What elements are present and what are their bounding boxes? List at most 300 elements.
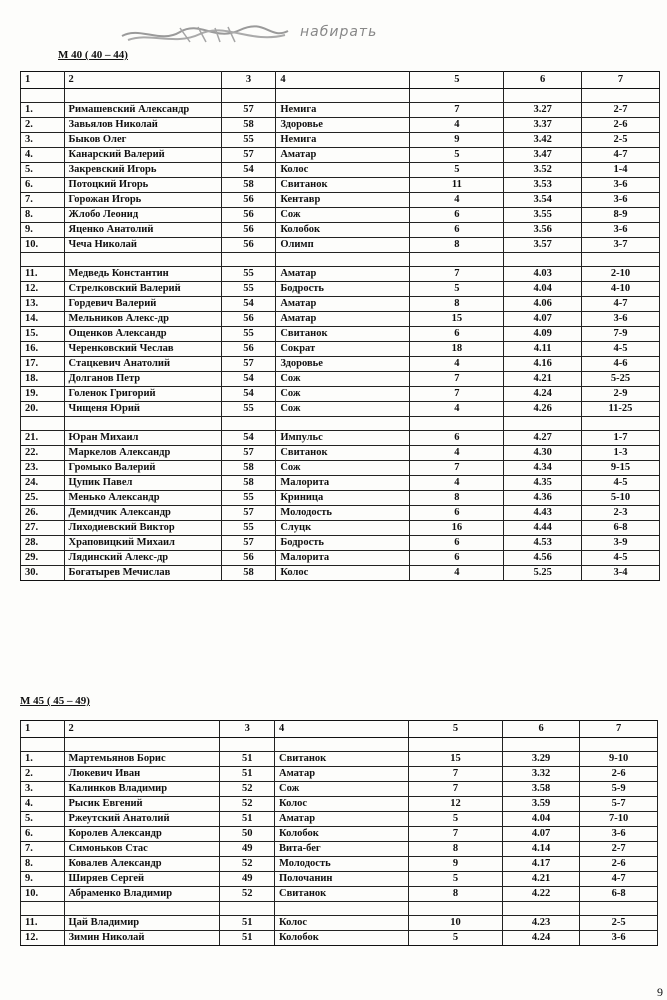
empty-cell bbox=[581, 417, 659, 431]
table-row bbox=[21, 193, 660, 208]
athlete-name: Стацкевич Анатолий bbox=[64, 357, 221, 372]
bib-number: 4 bbox=[410, 193, 504, 208]
table-row bbox=[21, 238, 660, 253]
place-range: 3-6 bbox=[581, 193, 659, 208]
empty-cell bbox=[580, 738, 658, 752]
place-range: 4-6 bbox=[581, 357, 659, 372]
result-time: 4.21 bbox=[504, 372, 582, 387]
table-row bbox=[21, 148, 660, 163]
bib-number: 8 bbox=[410, 238, 504, 253]
column-header: 2 bbox=[64, 721, 220, 738]
result-time: 4.34 bbox=[504, 461, 582, 476]
athlete-name: Чищеня Юрий bbox=[64, 402, 221, 417]
bib-number: 4 bbox=[410, 118, 504, 133]
birth-year: 49 bbox=[220, 842, 275, 857]
birth-year: 54 bbox=[221, 431, 276, 446]
row-number: 7. bbox=[21, 842, 65, 857]
bib-number: 5 bbox=[409, 872, 503, 887]
place-range: 11-25 bbox=[581, 402, 659, 417]
athlete-name: Абраменко Владимир bbox=[64, 887, 220, 902]
result-time: 4.04 bbox=[502, 812, 580, 827]
table-row bbox=[21, 551, 660, 566]
birth-year: 56 bbox=[221, 551, 276, 566]
table-row bbox=[21, 931, 658, 946]
row-number: 12. bbox=[21, 282, 65, 297]
athlete-name: Потоцкий Игорь bbox=[64, 178, 221, 193]
row-number: 9. bbox=[21, 223, 65, 238]
table-row bbox=[21, 163, 660, 178]
bib-number: 8 bbox=[409, 842, 503, 857]
result-time: 4.06 bbox=[504, 297, 582, 312]
empty-cell bbox=[220, 738, 275, 752]
empty-cell bbox=[221, 253, 276, 267]
place-range: 1-7 bbox=[581, 431, 659, 446]
section2-caption: М 45 ( 45 – 49) bbox=[20, 695, 90, 707]
athlete-name: Ржеутский Анатолий bbox=[64, 812, 220, 827]
place-range: 9-10 bbox=[580, 752, 658, 767]
table-row bbox=[21, 461, 660, 476]
athlete-name: Богатырев Мечислав bbox=[64, 566, 221, 581]
place-range: 4-5 bbox=[581, 551, 659, 566]
result-time: 4.53 bbox=[504, 536, 582, 551]
birth-year: 51 bbox=[220, 812, 275, 827]
table-row bbox=[21, 312, 660, 327]
bib-number: 7 bbox=[410, 387, 504, 402]
row-number: 24. bbox=[21, 476, 65, 491]
empty-cell bbox=[410, 89, 504, 103]
empty-cell bbox=[276, 89, 410, 103]
row-number: 26. bbox=[21, 506, 65, 521]
place-range: 6-8 bbox=[580, 887, 658, 902]
section1-results-table bbox=[20, 71, 660, 581]
empty-cell bbox=[21, 738, 65, 752]
club-name: Здоровье bbox=[276, 357, 410, 372]
bib-number: 6 bbox=[410, 551, 504, 566]
header-row bbox=[21, 72, 660, 89]
place-range: 2-10 bbox=[581, 267, 659, 282]
table-row bbox=[21, 491, 660, 506]
place-range: 4-7 bbox=[581, 297, 659, 312]
row-number: 9. bbox=[21, 872, 65, 887]
row-number: 23. bbox=[21, 461, 65, 476]
bib-number: 15 bbox=[410, 312, 504, 327]
result-time: 3.42 bbox=[504, 133, 582, 148]
birth-year: 57 bbox=[221, 536, 276, 551]
bib-number: 6 bbox=[410, 431, 504, 446]
empty-cell bbox=[64, 417, 221, 431]
athlete-name: Демидчик Александр bbox=[64, 506, 221, 521]
bib-number: 6 bbox=[410, 327, 504, 342]
birth-year: 58 bbox=[221, 566, 276, 581]
place-range: 9-15 bbox=[581, 461, 659, 476]
birth-year: 58 bbox=[221, 118, 276, 133]
athlete-name: Завьялов Николай bbox=[64, 118, 221, 133]
birth-year: 52 bbox=[220, 782, 275, 797]
birth-year: 56 bbox=[221, 238, 276, 253]
athlete-name: Ощенков Александр bbox=[64, 327, 221, 342]
athlete-name: Канарский Валерий bbox=[64, 148, 221, 163]
birth-year: 55 bbox=[221, 133, 276, 148]
place-range: 6-8 bbox=[581, 521, 659, 536]
result-time: 4.16 bbox=[504, 357, 582, 372]
empty-cell bbox=[581, 253, 659, 267]
row-number: 5. bbox=[21, 163, 65, 178]
place-range: 2-5 bbox=[580, 916, 658, 931]
bib-number: 9 bbox=[409, 857, 503, 872]
result-time: 4.17 bbox=[502, 857, 580, 872]
birth-year: 55 bbox=[221, 521, 276, 536]
club-name: Колос bbox=[275, 916, 409, 931]
birth-year: 51 bbox=[220, 752, 275, 767]
place-range: 5-10 bbox=[581, 491, 659, 506]
bib-number: 16 bbox=[410, 521, 504, 536]
club-name: Аматар bbox=[276, 148, 410, 163]
row-number: 7. bbox=[21, 193, 65, 208]
place-range: 2-6 bbox=[580, 857, 658, 872]
birth-year: 55 bbox=[221, 402, 276, 417]
athlete-name: Симоньков Стас bbox=[64, 842, 220, 857]
empty-cell bbox=[276, 417, 410, 431]
row-number: 4. bbox=[21, 797, 65, 812]
result-time: 3.52 bbox=[504, 163, 582, 178]
club-name: Слуцк bbox=[276, 521, 410, 536]
row-number: 28. bbox=[21, 536, 65, 551]
separator-row bbox=[21, 417, 660, 431]
row-number: 21. bbox=[21, 431, 65, 446]
table-row bbox=[21, 887, 658, 902]
row-number: 18. bbox=[21, 372, 65, 387]
bib-number: 7 bbox=[409, 782, 503, 797]
club-name: Сож bbox=[275, 782, 409, 797]
birth-year: 52 bbox=[220, 797, 275, 812]
birth-year: 57 bbox=[221, 357, 276, 372]
birth-year: 57 bbox=[221, 506, 276, 521]
result-time: 4.21 bbox=[502, 872, 580, 887]
result-time: 4.22 bbox=[502, 887, 580, 902]
athlete-name: Черенковский Чеслав bbox=[64, 342, 221, 357]
table-row bbox=[21, 536, 660, 551]
separator-row bbox=[21, 89, 660, 103]
row-number: 11. bbox=[21, 267, 65, 282]
place-range: 4-7 bbox=[580, 872, 658, 887]
row-number: 3. bbox=[21, 133, 65, 148]
empty-cell bbox=[275, 738, 409, 752]
table-row bbox=[21, 297, 660, 312]
bib-number: 8 bbox=[410, 491, 504, 506]
bib-number: 7 bbox=[410, 461, 504, 476]
birth-year: 58 bbox=[221, 476, 276, 491]
club-name: Полочанин bbox=[275, 872, 409, 887]
place-range: 4-5 bbox=[581, 342, 659, 357]
birth-year: 55 bbox=[221, 282, 276, 297]
table-row bbox=[21, 387, 660, 402]
result-time: 3.59 bbox=[502, 797, 580, 812]
row-number: 30. bbox=[21, 566, 65, 581]
table-row bbox=[21, 476, 660, 491]
crossed-out-scribble bbox=[120, 22, 290, 48]
club-name: Импульс bbox=[276, 431, 410, 446]
club-name: Аматар bbox=[276, 312, 410, 327]
bib-number: 8 bbox=[409, 887, 503, 902]
club-name: Колобок bbox=[275, 827, 409, 842]
place-range: 3-6 bbox=[580, 827, 658, 842]
athlete-name: Менько Александр bbox=[64, 491, 221, 506]
column-header: 3 bbox=[220, 721, 275, 738]
place-range: 4-5 bbox=[581, 476, 659, 491]
athlete-name: Ковалев Александр bbox=[64, 857, 220, 872]
table-row bbox=[21, 782, 658, 797]
bib-number: 4 bbox=[410, 357, 504, 372]
club-name: Свитанок bbox=[276, 327, 410, 342]
empty-cell bbox=[64, 738, 220, 752]
athlete-name: Мельников Алекс-др bbox=[64, 312, 221, 327]
club-name: Свитанок bbox=[275, 752, 409, 767]
birth-year: 50 bbox=[220, 827, 275, 842]
place-range: 5-25 bbox=[581, 372, 659, 387]
result-time: 4.27 bbox=[504, 431, 582, 446]
table-row bbox=[21, 118, 660, 133]
result-time: 3.27 bbox=[504, 103, 582, 118]
bib-number: 6 bbox=[410, 536, 504, 551]
birth-year: 56 bbox=[221, 312, 276, 327]
empty-cell bbox=[580, 902, 658, 916]
separator-row bbox=[21, 738, 658, 752]
bib-number: 7 bbox=[410, 267, 504, 282]
table-row bbox=[21, 133, 660, 148]
row-number: 3. bbox=[21, 782, 65, 797]
bib-number: 7 bbox=[410, 103, 504, 118]
table-row bbox=[21, 402, 660, 417]
result-time: 4.09 bbox=[504, 327, 582, 342]
row-number: 2. bbox=[21, 767, 65, 782]
birth-year: 54 bbox=[221, 163, 276, 178]
club-name: Сократ bbox=[276, 342, 410, 357]
birth-year: 58 bbox=[221, 461, 276, 476]
club-name: Молодость bbox=[275, 857, 409, 872]
bib-number: 5 bbox=[409, 812, 503, 827]
column-header: 6 bbox=[504, 72, 582, 89]
birth-year: 51 bbox=[220, 767, 275, 782]
club-name: Свитанок bbox=[275, 887, 409, 902]
empty-cell bbox=[275, 902, 409, 916]
place-range: 7-10 bbox=[580, 812, 658, 827]
result-time: 4.23 bbox=[502, 916, 580, 931]
club-name: Колобок bbox=[275, 931, 409, 946]
column-header: 1 bbox=[21, 72, 65, 89]
result-time: 3.56 bbox=[504, 223, 582, 238]
athlete-name: Стрелковский Валерий bbox=[64, 282, 221, 297]
birth-year: 54 bbox=[221, 297, 276, 312]
row-number: 25. bbox=[21, 491, 65, 506]
bib-number: 10 bbox=[409, 916, 503, 931]
empty-cell bbox=[21, 89, 65, 103]
bib-number: 7 bbox=[410, 372, 504, 387]
club-name: Криница bbox=[276, 491, 410, 506]
club-name: Малорита bbox=[276, 476, 410, 491]
column-header: 3 bbox=[221, 72, 276, 89]
row-number: 19. bbox=[21, 387, 65, 402]
athlete-name: Медведь Константин bbox=[64, 267, 221, 282]
table-row bbox=[21, 223, 660, 238]
club-name: Немига bbox=[276, 103, 410, 118]
place-range: 3-6 bbox=[581, 312, 659, 327]
table-row bbox=[21, 812, 658, 827]
place-range: 5-7 bbox=[580, 797, 658, 812]
club-name: Свитанок bbox=[276, 178, 410, 193]
athlete-name: Королев Александр bbox=[64, 827, 220, 842]
club-name: Малорита bbox=[276, 551, 410, 566]
birth-year: 56 bbox=[221, 208, 276, 223]
bib-number: 6 bbox=[410, 208, 504, 223]
table-row bbox=[21, 857, 658, 872]
result-time: 4.07 bbox=[504, 312, 582, 327]
table-row bbox=[21, 446, 660, 461]
birth-year: 58 bbox=[221, 178, 276, 193]
empty-cell bbox=[276, 253, 410, 267]
place-range: 1-4 bbox=[581, 163, 659, 178]
birth-year: 52 bbox=[220, 857, 275, 872]
table-row bbox=[21, 327, 660, 342]
row-number: 12. bbox=[21, 931, 65, 946]
table-row bbox=[21, 767, 658, 782]
result-time: 4.30 bbox=[504, 446, 582, 461]
row-number: 4. bbox=[21, 148, 65, 163]
result-time: 4.44 bbox=[504, 521, 582, 536]
section1-caption: М 40 ( 40 – 44) bbox=[58, 49, 128, 61]
athlete-name: Быков Олег bbox=[64, 133, 221, 148]
table-row bbox=[21, 267, 660, 282]
empty-cell bbox=[410, 253, 504, 267]
athlete-name: Жлобо Леонид bbox=[64, 208, 221, 223]
row-number: 1. bbox=[21, 103, 65, 118]
birth-year: 51 bbox=[220, 931, 275, 946]
birth-year: 56 bbox=[221, 223, 276, 238]
empty-cell bbox=[64, 89, 221, 103]
birth-year: 54 bbox=[221, 372, 276, 387]
birth-year: 55 bbox=[221, 267, 276, 282]
place-range: 3-9 bbox=[581, 536, 659, 551]
table-row bbox=[21, 566, 660, 581]
result-time: 4.56 bbox=[504, 551, 582, 566]
column-header: 5 bbox=[410, 72, 504, 89]
club-name: Сож bbox=[276, 461, 410, 476]
row-number: 8. bbox=[21, 208, 65, 223]
birth-year: 52 bbox=[220, 887, 275, 902]
column-header: 7 bbox=[581, 72, 659, 89]
empty-cell bbox=[21, 902, 65, 916]
page-number: 9 bbox=[657, 985, 663, 999]
empty-cell bbox=[504, 89, 582, 103]
column-header: 5 bbox=[409, 721, 503, 738]
bib-number: 6 bbox=[410, 506, 504, 521]
birth-year: 54 bbox=[221, 387, 276, 402]
result-time: 3.37 bbox=[504, 118, 582, 133]
row-number: 27. bbox=[21, 521, 65, 536]
empty-cell bbox=[64, 902, 220, 916]
bib-number: 5 bbox=[410, 282, 504, 297]
athlete-name: Голенок Григорий bbox=[64, 387, 221, 402]
athlete-name: Гордевич Валерий bbox=[64, 297, 221, 312]
empty-cell bbox=[21, 253, 65, 267]
athlete-name: Зимин Николай bbox=[64, 931, 220, 946]
birth-year: 55 bbox=[221, 327, 276, 342]
birth-year: 51 bbox=[220, 916, 275, 931]
athlete-name: Горожан Игорь bbox=[64, 193, 221, 208]
table-row bbox=[21, 872, 658, 887]
column-header: 2 bbox=[64, 72, 221, 89]
empty-cell bbox=[409, 738, 503, 752]
bib-number: 4 bbox=[410, 566, 504, 581]
separator-row bbox=[21, 253, 660, 267]
empty-cell bbox=[502, 738, 580, 752]
bib-number: 7 bbox=[409, 767, 503, 782]
bib-number: 5 bbox=[410, 148, 504, 163]
table-row bbox=[21, 506, 660, 521]
header-row bbox=[21, 721, 658, 738]
row-number: 11. bbox=[21, 916, 65, 931]
result-time: 3.29 bbox=[502, 752, 580, 767]
place-range: 3-4 bbox=[581, 566, 659, 581]
table-row bbox=[21, 827, 658, 842]
table-row bbox=[21, 842, 658, 857]
club-name: Свитанок bbox=[276, 446, 410, 461]
club-name: Сож bbox=[276, 372, 410, 387]
result-time: 3.57 bbox=[504, 238, 582, 253]
table-row bbox=[21, 342, 660, 357]
result-time: 3.53 bbox=[504, 178, 582, 193]
table-row bbox=[21, 372, 660, 387]
athlete-name: Калинков Владимир bbox=[64, 782, 220, 797]
result-time: 4.04 bbox=[504, 282, 582, 297]
row-number: 17. bbox=[21, 357, 65, 372]
result-time: 4.24 bbox=[504, 387, 582, 402]
row-number: 1. bbox=[21, 752, 65, 767]
table-row bbox=[21, 178, 660, 193]
result-time: 4.36 bbox=[504, 491, 582, 506]
club-name: Аматар bbox=[275, 767, 409, 782]
empty-cell bbox=[581, 89, 659, 103]
club-name: Колос bbox=[276, 163, 410, 178]
result-time: 4.26 bbox=[504, 402, 582, 417]
row-number: 6. bbox=[21, 178, 65, 193]
row-number: 20. bbox=[21, 402, 65, 417]
row-number: 5. bbox=[21, 812, 65, 827]
handwritten-note: набирать bbox=[300, 24, 378, 40]
result-time: 3.32 bbox=[502, 767, 580, 782]
athlete-name: Маркелов Александр bbox=[64, 446, 221, 461]
result-time: 3.47 bbox=[504, 148, 582, 163]
athlete-name: Лиходиевский Виктор bbox=[64, 521, 221, 536]
table-row bbox=[21, 103, 660, 118]
result-time: 4.35 bbox=[504, 476, 582, 491]
empty-cell bbox=[221, 417, 276, 431]
birth-year: 56 bbox=[221, 193, 276, 208]
birth-year: 57 bbox=[221, 148, 276, 163]
birth-year: 57 bbox=[221, 103, 276, 118]
place-range: 4-10 bbox=[581, 282, 659, 297]
club-name: Молодость bbox=[276, 506, 410, 521]
club-name: Сож bbox=[276, 208, 410, 223]
club-name: Олимп bbox=[276, 238, 410, 253]
place-range: 7-9 bbox=[581, 327, 659, 342]
athlete-name: Храповицкий Михаил bbox=[64, 536, 221, 551]
row-number: 22. bbox=[21, 446, 65, 461]
empty-cell bbox=[504, 417, 582, 431]
place-range: 2-7 bbox=[580, 842, 658, 857]
athlete-name: Цупик Павел bbox=[64, 476, 221, 491]
result-time: 4.24 bbox=[502, 931, 580, 946]
birth-year: 57 bbox=[221, 446, 276, 461]
